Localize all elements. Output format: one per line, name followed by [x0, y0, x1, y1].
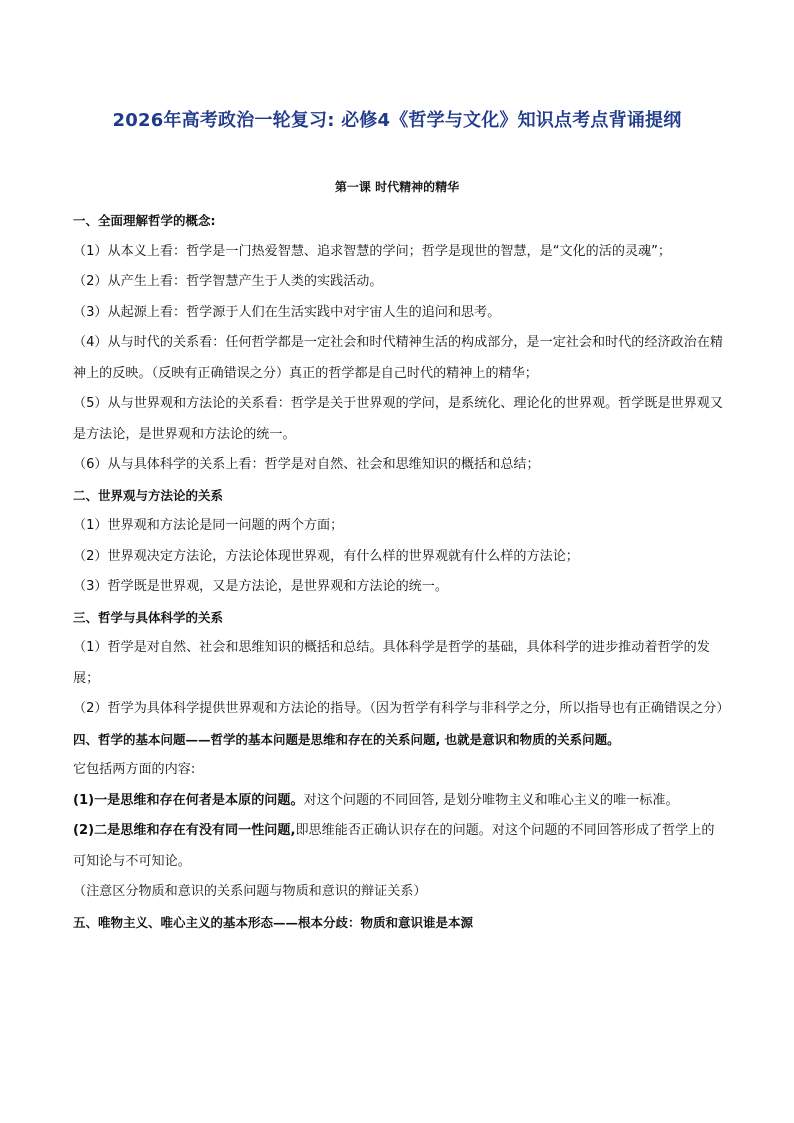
section-4-item-1-rest: 对这个问题的不同回答, 是划分唯物主义和唯心主义的唯一标准。	[303, 792, 679, 808]
section-2-item-2: （2）世界观决定方法论，方法论体现世界观，有什么样的世界观就有什么样的方法论；	[73, 548, 579, 564]
section-1-heading: 一、全面理解哲学的概念:	[73, 213, 216, 228]
section-1-item-1: （1）从本义上看：哲学是一门热爱智慧、追求智慧的学问；哲学是现世的智慧，是“文化的活的灵魂”；	[73, 243, 672, 259]
section-1-item-5: （5）从与世界观和方法论的关系看：哲学是关于世界观的学问，是系统化、理论化的世界观。哲学既是世界观又是方法论，是世界观和方法论的统一。	[73, 396, 723, 442]
section-4-item-1-bold: (1)一是思维和存在何者是本原的问题。	[73, 792, 304, 808]
section-4-note: （注意区分物质和意识的关系问题与物质和意识的辩证关系）	[73, 884, 427, 899]
section-1-item-2: （2）从产生上看：哲学智慧产生于人类的实践活动。	[73, 274, 383, 289]
lesson-title: 第一课 时代精神的精华	[334, 180, 460, 194]
section-4-item-2-bold: (2)二是思维和存在有没有同一性问题,	[73, 823, 296, 838]
section-5-heading: 五、唯物主义、唯心主义的基本形态——根本分歧：物质和意识谁是本源	[73, 914, 474, 930]
section-1-item-6: （6）从与具体科学的关系上看：哲学是对自然、社会和思维知识的概括和总结；	[73, 457, 540, 472]
section-2-item-1: （1）世界观和方法论是同一问题的两个方面；	[73, 518, 344, 533]
section-4-item-2-rest: 即思维能否正确认识存在的问题。对这个问题的不同回答形成了哲学上的可知论与不可知论。	[73, 823, 715, 869]
section-1-item-4: （4）从与时代的关系看：任何哲学都是一定社会和时代精神生活的构成部分，是一定社会和时代的经济政治在精神上的反映。（反映有正确错误之分）真正的哲学都是自己时代的精神上的精华；	[73, 335, 723, 381]
section-3-item-2: （2）哲学为具体科学提供世界观和方法论的指导。（因为哲学有科学与非科学之分，所以指导也有正确错误之分）	[73, 701, 730, 716]
section-1-item-3: （3）从起源上看：哲学源于人们在生活实践中对宇宙人生的追问和思考。	[73, 304, 501, 320]
section-4-intro: 它包括两方面的内容:	[73, 762, 196, 777]
document-body	[73, 206, 730, 938]
section-4-item-1	[73, 786, 725, 817]
section-4-item-2	[73, 816, 725, 877]
section-2-item-3: （3）哲学既是世界观，又是方法论，是世界观和方法论的统一。	[73, 579, 448, 594]
section-3-heading: 三、哲学与具体科学的关系	[73, 609, 224, 625]
document-title: 2026年高考政治一轮复习: 必修4《哲学与文化》知识点考点背诵提纲	[112, 110, 682, 131]
section-2-heading: 二、世界观与方法论的关系	[73, 487, 224, 503]
section-3-item-1: （1）哲学是对自然、社会和思维知识的概括和总结。具体科学是哲学的基础，具体科学的进步推动着哲学的发展；	[73, 640, 710, 686]
section-4-heading: 四、哲学的基本问题——哲学的基本问题是思维和存在的关系问题, 也就是意识和物质的关系问题。	[73, 731, 620, 747]
